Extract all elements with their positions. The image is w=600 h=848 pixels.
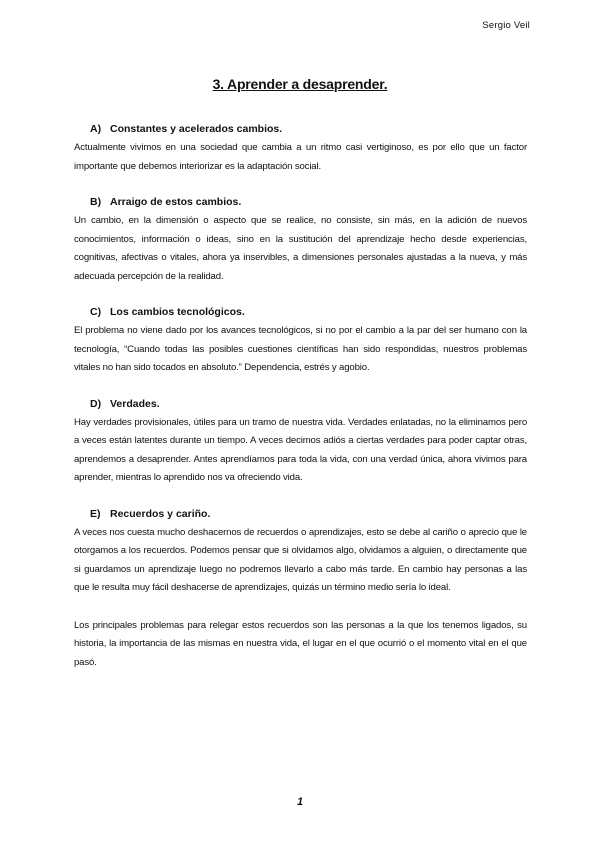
section-paragraph: Actualmente vivimos en una sociedad que cambia a un ritmo casi vertiginoso, es por ello que un factor importante que debemos interiorizar es la adaptación social. [74,142,527,172]
section-b [74,195,527,286]
section-title: Los cambios tecnológicos. [110,306,245,318]
section-title: Arraigo de estos cambios. [110,196,242,208]
section-letter: C) [90,306,102,318]
section-paragraph: Hay verdades provisionales, útiles para un tramo de nuestra vida. Verdades enlatadas, no la eliminamos pero a veces están latentes durante un tiempo. A veces decimos adiós a ciertas verdades para poder captar otras, aprendemos a desaprender. Antes aprendíamos para toda la vida, con una verdad única, ahora vivimos para aprender, mientras lo aprendido nos va ofreciendo vida. [74,416,527,483]
section-title: Constantes y acelerados cambios. [110,123,283,135]
section-paragraph: El problema no viene dado por los avances tecnológicos, si no por el cambio a la par del ser humano con la tecnología, “Cuando todas las posibles cuestiones científicas han sido respondidas, nuestros problemas vitales no han sido tocados en absoluto.” Dependencia, estrés y agobio. [74,325,527,373]
section-a [74,122,527,176]
section-title: Recuerdos y cariño. [110,507,211,520]
section-heading [74,195,527,209]
section-heading [74,305,527,319]
section-letter: E) [90,507,101,520]
header-author: Sergio Veil [482,20,530,31]
section-c [74,305,527,378]
section-letter: B) [90,196,102,208]
document-body [74,122,527,672]
section-paragraph: A veces nos cuesta mucho deshacernos de recuerdos o aprendizajes, esto se debe al cariño o aprecio que le otorgamos a los recuerdos. Podemos pensar que si olvidamos algo, olvidamos a alguien, o directamente que si guardamos un aprendizaje luego no podremos llevarlo a cabo más tarde. En cambio hay personas a las que le resulta muy fácil deshacerse de aprendizajes, quizás un término medio sería lo ideal. [74,526,527,593]
section-letter: A) [90,123,102,135]
section-paragraph: Un cambio, en la dimensión o aspecto que se realice, no consiste, sin más, en la adición de nuevos conocimientos, información o ideas, sino en la sustitución del aprendizaje hecho desde experiencias, cognitivas, afectivas o vitales, ahora ya inservibles, a dimensiones personales ajustadas a la nueva, y más adecuada percepción de la realidad. [74,215,527,282]
section-heading [74,122,527,136]
section-letter: D) [90,397,102,410]
section-heading [74,507,527,521]
page-title: 3. Aprender a desaprender. [212,76,388,92]
section-e [74,507,527,598]
page-number: 1 [296,796,304,808]
closing-paragraph: Los principales problemas para relegar estos recuerdos son las personas a la que los tenemos ligados, su historia, la importancia de las mismas en nuestra vida, el lugar en el que ocurrió o el momento vital en el que pasó. [74,619,527,668]
section-d [74,397,527,488]
section-heading [74,397,527,411]
section-title: Verdades. [110,397,160,410]
